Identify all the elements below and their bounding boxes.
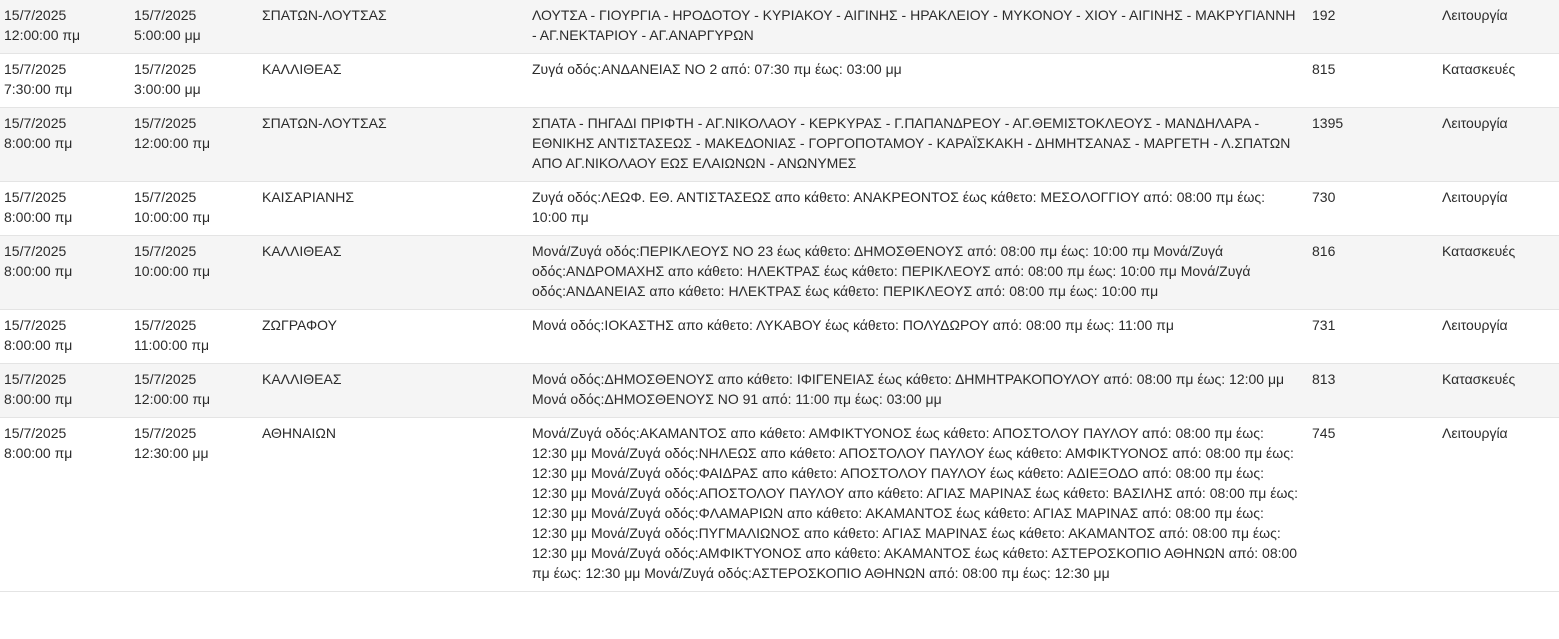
start-time: 8:00:00 πμ bbox=[4, 445, 73, 461]
municipality-cell: ΚΑΛΛΙΘΕΑΣ bbox=[256, 364, 518, 418]
streets-cell: Μονά/Ζυγά οδός:ΠΕΡΙΚΛΕΟΥΣ ΝΟ 23 έως κάθετο: ΔΗΜΟΣΘΕΝΟΥΣ από: 08:00 πμ έως: 10:00 πμ Μονά/Ζυγά οδός:ΑΝΔΡΟΜΑΧΗΣ απο κάθετο: ΗΛΕΚΤΡΑΣ έως κάθετο: ΠΕΡΙΚΛΕΟΥΣ από: 08:00 πμ έως: 10:00 πμ Μονά/Ζυγά οδός:ΑΝΔΑΝΕΙΑΣ απο κάθετο: ΗΛΕΚΤΡΑΣ έως κάθετο: ΠΕΡΙΚΛΕΟΥΣ από: 08:00 πμ έως: 10:00 πμ bbox=[518, 236, 1306, 310]
id-cell: 815 bbox=[1306, 54, 1436, 108]
id-cell: 1395 bbox=[1306, 108, 1436, 182]
start-time: 8:00:00 πμ bbox=[4, 337, 73, 353]
table-row bbox=[0, 364, 1559, 418]
end-time: 12:30:00 μμ bbox=[134, 445, 209, 461]
start-datetime-cell bbox=[0, 418, 128, 592]
end-time: 11:00:00 πμ bbox=[134, 337, 210, 353]
end-datetime-cell bbox=[128, 0, 256, 54]
municipality-cell: ΚΑΙΣΑΡΙΑΝΗΣ bbox=[256, 182, 518, 236]
streets-cell: Μονά οδός:ΔΗΜΟΣΘΕΝΟΥΣ απο κάθετο: ΙΦΙΓΕΝΕΙΑΣ έως κάθετο: ΔΗΜΗΤΡΑΚΟΠΟΥΛΟΥ από: 08:00 πμ έως: 12:00 μμ Μονά οδός:ΔΗΜΟΣΘΕΝΟΥΣ ΝΟ 91 από: 11:00 πμ έως: 03:00 μμ bbox=[518, 364, 1306, 418]
start-datetime-cell bbox=[0, 364, 128, 418]
end-datetime-cell bbox=[128, 236, 256, 310]
end-time: 12:00:00 πμ bbox=[134, 391, 211, 407]
start-time: 8:00:00 πμ bbox=[4, 263, 73, 279]
start-time: 12:00:00 πμ bbox=[4, 27, 81, 43]
end-datetime-cell bbox=[128, 54, 256, 108]
start-date: 15/7/2025 bbox=[4, 317, 67, 333]
start-datetime-cell bbox=[0, 236, 128, 310]
streets-cell: Ζυγά οδός:ΑΝΔΑΝΕΙΑΣ ΝΟ 2 από: 07:30 πμ έως: 03:00 μμ bbox=[518, 54, 1306, 108]
type-cell: Λειτουργία bbox=[1436, 418, 1559, 592]
municipality-cell: ΖΩΓΡΑΦΟΥ bbox=[256, 310, 518, 364]
end-date: 15/7/2025 bbox=[134, 371, 197, 387]
table-row bbox=[0, 182, 1559, 236]
municipality-cell: ΣΠΑΤΩΝ-ΛΟΥΤΣΑΣ bbox=[256, 0, 518, 54]
start-date: 15/7/2025 bbox=[4, 243, 67, 259]
table-row bbox=[0, 54, 1559, 108]
streets-cell: Μονά οδός:ΙΟΚΑΣΤΗΣ απο κάθετο: ΛΥΚΑΒΟΥ έως κάθετο: ΠΟΛΥΔΩΡΟΥ από: 08:00 πμ έως: 11:00 πμ bbox=[518, 310, 1306, 364]
start-time: 7:30:00 πμ bbox=[4, 81, 73, 97]
start-date: 15/7/2025 bbox=[4, 425, 67, 441]
table-row bbox=[0, 236, 1559, 310]
id-cell: 192 bbox=[1306, 0, 1436, 54]
streets-cell: ΛΟΥΤΣΑ - ΓΙΟΥΡΓΙΑ - ΗΡΟΔΟΤΟΥ - ΚΥΡΙΑΚΟΥ - ΑΙΓΙΝΗΣ - ΗΡΑΚΛΕΙΟΥ - ΜΥΚΟΝΟΥ - ΧΙΟΥ - ΑΙΓΙΝΗΣ - ΜΑΚΡΥΓΙΑΝΝΗ - ΑΓ.ΝΕΚΤΑΡΙΟΥ - ΑΓ.ΑΝΑΡΓΥΡΩΝ bbox=[518, 0, 1306, 54]
start-date: 15/7/2025 bbox=[4, 115, 67, 131]
start-datetime-cell bbox=[0, 0, 128, 54]
id-cell: 730 bbox=[1306, 182, 1436, 236]
table-row bbox=[0, 108, 1559, 182]
municipality-cell: ΣΠΑΤΩΝ-ΛΟΥΤΣΑΣ bbox=[256, 108, 518, 182]
start-time: 8:00:00 πμ bbox=[4, 391, 73, 407]
start-date: 15/7/2025 bbox=[4, 7, 67, 23]
streets-cell: Ζυγά οδός:ΛΕΩΦ. ΕΘ. ΑΝΤΙΣΤΑΣΕΩΣ απο κάθετο: ΑΝΑΚΡΕΟΝΤΟΣ έως κάθετο: ΜΕΣΟΛΟΓΓΙΟΥ από: 08:00 πμ έως: 10:00 πμ bbox=[518, 182, 1306, 236]
type-cell: Κατασκευές bbox=[1436, 364, 1559, 418]
streets-cell: ΣΠΑΤΑ - ΠΗΓΑΔΙ ΠΡΙΦΤΗ - ΑΓ.ΝΙΚΟΛΑΟΥ - ΚΕΡΚΥΡΑΣ - Γ.ΠΑΠΑΝΔΡΕΟΥ - ΑΓ.ΘΕΜΙΣΤΟΚΛΕΟΥΣ - ΜΑΝΔΗΛΑΡΑ - ΕΘΝΙΚΗΣ ΑΝΤΙΣΤΑΣΕΩΣ - ΜΑΚΕΔΟΝΙΑΣ - ΓΟΡΓΟΠΟΤΑΜΟΥ - ΚΑΡΑΪΣΚΑΚΗ - ΔΗΜΗΤΣΑΝΑΣ - ΜΑΡΓΕΤΗ - Λ.ΣΠΑΤΩΝ ΑΠΟ ΑΓ.ΝΙΚΟΛΑΟΥ ΕΩΣ ΕΛΑΙΩΝΩΝ - ΑΝΩΝΥΜΕΣ bbox=[518, 108, 1306, 182]
start-datetime-cell bbox=[0, 108, 128, 182]
id-cell: 731 bbox=[1306, 310, 1436, 364]
type-cell: Κατασκευές bbox=[1436, 236, 1559, 310]
start-time: 8:00:00 πμ bbox=[4, 135, 73, 151]
end-date: 15/7/2025 bbox=[134, 317, 197, 333]
end-datetime-cell bbox=[128, 364, 256, 418]
start-datetime-cell bbox=[0, 182, 128, 236]
start-datetime-cell bbox=[0, 310, 128, 364]
municipality-cell: ΚΑΛΛΙΘΕΑΣ bbox=[256, 236, 518, 310]
end-date: 15/7/2025 bbox=[134, 115, 197, 131]
end-datetime-cell bbox=[128, 418, 256, 592]
id-cell: 745 bbox=[1306, 418, 1436, 592]
end-time: 12:00:00 πμ bbox=[134, 135, 211, 151]
streets-cell: Μονά/Ζυγά οδός:ΑΚΑΜΑΝΤΟΣ απο κάθετο: ΑΜΦΙΚΤΥΟΝΟΣ έως κάθετο: ΑΠΟΣΤΟΛΟΥ ΠΑΥΛΟΥ από: 08:00 πμ έως: 12:30 μμ Μονά/Ζυγά οδός:ΝΗΛΕΩΣ απο κάθετο: ΑΠΟΣΤΟΛΟΥ ΠΑΥΛΟΥ έως κάθετο: ΑΜΦΙΚΤΥΟΝΟΣ από: 08:00 πμ έως: 12:30 μμ Μονά/Ζυγά οδός:ΦΑΙΔΡΑΣ απο κάθετο: ΑΠΟΣΤΟΛΟΥ ΠΑΥΛΟΥ έως κάθετο: ΑΔΙΕΞΟΔΟ από: 08:00 πμ έως: 12:30 μμ Μονά/Ζυγά οδός:ΑΠΟΣΤΟΛΟΥ ΠΑΥΛΟΥ απο κάθετο: ΑΓΙΑΣ ΜΑΡΙΝΑΣ έως κάθετο: ΒΑΣΙΛΗΣ από: 08:00 πμ έως: 12:30 μμ Μονά/Ζυγά οδός:ΦΛΑΜΑΡΙΩΝ απο κάθετο: ΑΚΑΜΑΝΤΟΣ έως κάθετο: ΑΓΙΑΣ ΜΑΡΙΝΑΣ από: 08:00 πμ έως: 12:30 μμ Μονά/Ζυγά οδός:ΠΥΓΜΑΛΙΩΝΟΣ απο κάθετο: ΑΓΙΑΣ ΜΑΡΙΝΑΣ έως κάθετο: ΑΚΑΜΑΝΤΟΣ από: 08:00 πμ έως: 12:30 μμ Μονά/Ζυγά οδός:ΑΜΦΙΚΤΥΟΝΟΣ απο κάθετο: ΑΚΑΜΑΝΤΟΣ έως κάθετο: ΑΣΤΕΡΟΣΚΟΠΙΟ ΑΘΗΝΩΝ από: 08:00 πμ έως: 12:30 μμ Μονά/Ζυγά οδός:ΑΣΤΕΡΟΣΚΟΠΙΟ ΑΘΗΝΩΝ από: 08:00 πμ έως: 12:30 μμ bbox=[518, 418, 1306, 592]
type-cell: Λειτουργία bbox=[1436, 0, 1559, 54]
end-datetime-cell bbox=[128, 108, 256, 182]
municipality-cell: ΑΘΗΝΑΙΩΝ bbox=[256, 418, 518, 592]
type-cell: Λειτουργία bbox=[1436, 108, 1559, 182]
end-datetime-cell bbox=[128, 182, 256, 236]
start-datetime-cell bbox=[0, 54, 128, 108]
end-date: 15/7/2025 bbox=[134, 189, 197, 205]
table-row bbox=[0, 0, 1559, 54]
end-time: 5:00:00 μμ bbox=[134, 27, 201, 43]
end-date: 15/7/2025 bbox=[134, 61, 197, 77]
end-date: 15/7/2025 bbox=[134, 425, 197, 441]
start-date: 15/7/2025 bbox=[4, 61, 67, 77]
start-time: 8:00:00 πμ bbox=[4, 209, 73, 225]
end-datetime-cell bbox=[128, 310, 256, 364]
type-cell: Λειτουργία bbox=[1436, 182, 1559, 236]
end-time: 3:00:00 μμ bbox=[134, 81, 201, 97]
municipality-cell: ΚΑΛΛΙΘΕΑΣ bbox=[256, 54, 518, 108]
id-cell: 813 bbox=[1306, 364, 1436, 418]
end-date: 15/7/2025 bbox=[134, 7, 197, 23]
type-cell: Λειτουργία bbox=[1436, 310, 1559, 364]
end-date: 15/7/2025 bbox=[134, 243, 197, 259]
end-time: 10:00:00 πμ bbox=[134, 209, 211, 225]
type-cell: Κατασκευές bbox=[1436, 54, 1559, 108]
start-date: 15/7/2025 bbox=[4, 371, 67, 387]
id-cell: 816 bbox=[1306, 236, 1436, 310]
end-time: 10:00:00 πμ bbox=[134, 263, 211, 279]
table-row bbox=[0, 310, 1559, 364]
table-row bbox=[0, 418, 1559, 592]
start-date: 15/7/2025 bbox=[4, 189, 67, 205]
